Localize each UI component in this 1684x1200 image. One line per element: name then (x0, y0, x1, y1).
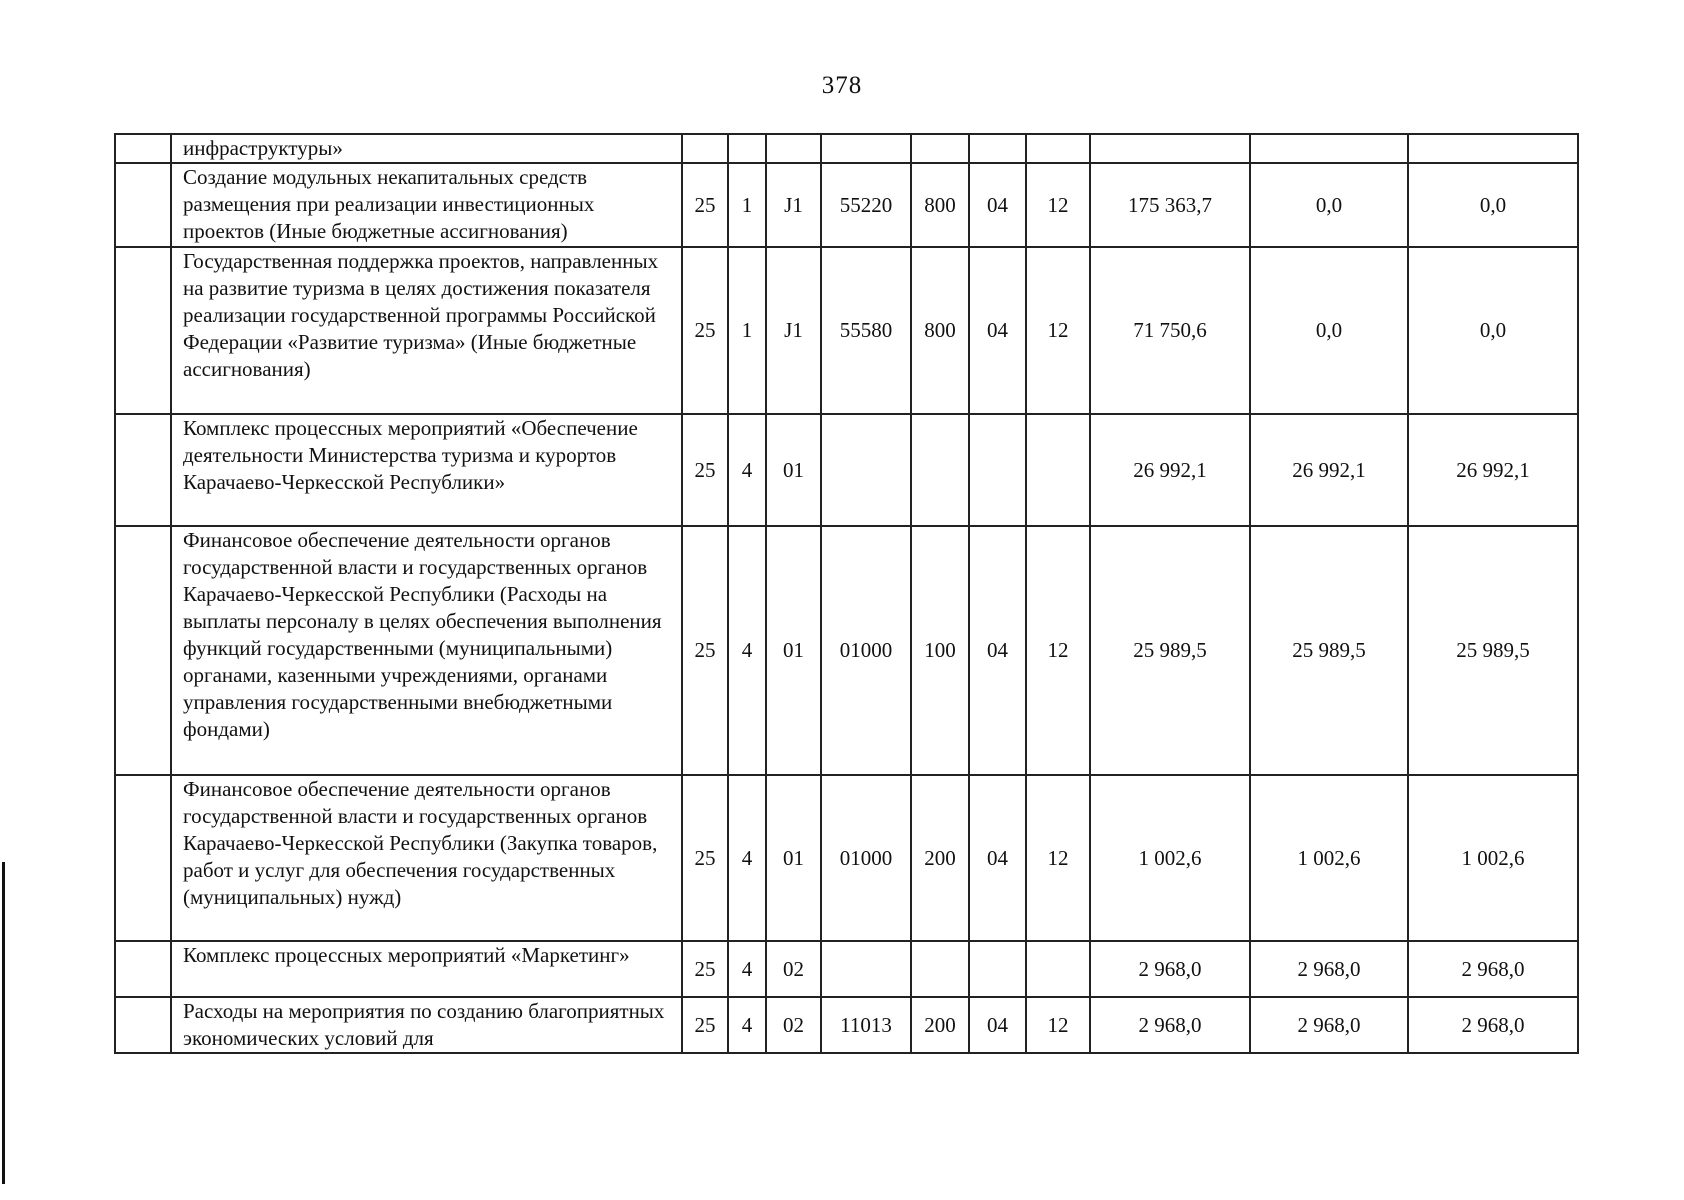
expense-type-code: 200 (911, 997, 969, 1053)
table-row (115, 163, 1578, 247)
subsection-code: 12 (1026, 163, 1090, 247)
amount-year-3: 0,0 (1408, 247, 1578, 414)
amount-year-3: 2 968,0 (1408, 941, 1578, 997)
expense-type-code: 800 (911, 163, 969, 247)
section-code (969, 134, 1026, 163)
amount-year-1: 2 968,0 (1090, 941, 1250, 997)
section-code: 04 (969, 526, 1026, 775)
subsection-code: 12 (1026, 997, 1090, 1053)
direction-code (821, 134, 911, 163)
section-code: 04 (969, 997, 1026, 1053)
table-row (115, 775, 1578, 941)
row-index-cell (115, 997, 171, 1053)
expense-type-code: 800 (911, 247, 969, 414)
table-row (115, 941, 1578, 997)
program-code: 25 (682, 163, 728, 247)
amount-year-2: 2 968,0 (1250, 997, 1408, 1053)
subprogram-code: 4 (728, 414, 766, 526)
item-name: Комплекс процессных мероприятий «Маркетинг» (171, 941, 682, 997)
program-code: 25 (682, 775, 728, 941)
activity-code (766, 134, 821, 163)
row-index-cell (115, 414, 171, 526)
amount-year-3: 0,0 (1408, 163, 1578, 247)
program-code: 25 (682, 247, 728, 414)
direction-code (821, 941, 911, 997)
amount-year-1: 2 968,0 (1090, 997, 1250, 1053)
row-index-cell (115, 247, 171, 414)
subprogram-code: 4 (728, 775, 766, 941)
program-code: 25 (682, 941, 728, 997)
direction-code: 01000 (821, 775, 911, 941)
activity-code: 01 (766, 526, 821, 775)
amount-year-3: 26 992,1 (1408, 414, 1578, 526)
section-code (969, 414, 1026, 526)
amount-year-1: 26 992,1 (1090, 414, 1250, 526)
amount-year-2: 0,0 (1250, 163, 1408, 247)
subprogram-code: 4 (728, 941, 766, 997)
expense-type-code (911, 941, 969, 997)
activity-code: 01 (766, 775, 821, 941)
item-name: Государственная поддержка проектов, направленных на развитие туризма в целях достижения показателя реализации государственной программы Российской Федерации «Развитие туризма» (Иные бюджетные ассигнования) (171, 247, 682, 414)
amount-year-3: 25 989,5 (1408, 526, 1578, 775)
subprogram-code: 4 (728, 526, 766, 775)
row-index-cell (115, 526, 171, 775)
section-code: 04 (969, 163, 1026, 247)
program-code (682, 134, 728, 163)
expense-type-code: 200 (911, 775, 969, 941)
expense-type-code: 100 (911, 526, 969, 775)
subprogram-code: 4 (728, 997, 766, 1053)
subsection-code (1026, 134, 1090, 163)
amount-year-3 (1408, 134, 1578, 163)
expense-type-code (911, 134, 969, 163)
subsection-code: 12 (1026, 775, 1090, 941)
item-name: Комплекс процессных мероприятий «Обеспечение деятельности Министерства туризма и курортов Карачаево-Черкесской Республики» (171, 414, 682, 526)
subsection-code: 12 (1026, 526, 1090, 775)
activity-code: 01 (766, 414, 821, 526)
direction-code: 01000 (821, 526, 911, 775)
subsection-code (1026, 414, 1090, 526)
activity-code: 02 (766, 941, 821, 997)
amount-year-1 (1090, 134, 1250, 163)
item-name: инфраструктуры» (171, 134, 682, 163)
amount-year-2: 26 992,1 (1250, 414, 1408, 526)
subsection-code (1026, 941, 1090, 997)
subprogram-code: 1 (728, 247, 766, 414)
item-name: Создание модульных некапитальных средств размещения при реализации инвестиционных проектов (Иные бюджетные ассигнования) (171, 163, 682, 247)
direction-code: 55580 (821, 247, 911, 414)
subprogram-code: 1 (728, 163, 766, 247)
page-number: 378 (821, 72, 863, 99)
direction-code (821, 414, 911, 526)
table-row (115, 526, 1578, 775)
amount-year-1: 1 002,6 (1090, 775, 1250, 941)
amount-year-3: 2 968,0 (1408, 997, 1578, 1053)
table-row (115, 997, 1578, 1053)
program-code: 25 (682, 997, 728, 1053)
row-index-cell (115, 134, 171, 163)
amount-year-2: 2 968,0 (1250, 941, 1408, 997)
item-name: Финансовое обеспечение деятельности органов государственной власти и государственных органов Карачаево-Черкесской Республики (Расходы на выплаты персоналу в целях обеспечения выполнения функций государственными (муниципальными) органами, казенными учреждениями, органами управления государственными внебюджетными фондами) (171, 526, 682, 775)
amount-year-3: 1 002,6 (1408, 775, 1578, 941)
amount-year-1: 175 363,7 (1090, 163, 1250, 247)
section-code: 04 (969, 775, 1026, 941)
section-code (969, 941, 1026, 997)
budget-table (114, 133, 1579, 1054)
subsection-code: 12 (1026, 247, 1090, 414)
table-row (115, 414, 1578, 526)
amount-year-2 (1250, 134, 1408, 163)
row-index-cell (115, 775, 171, 941)
direction-code: 55220 (821, 163, 911, 247)
table-row (115, 134, 1578, 163)
program-code: 25 (682, 526, 728, 775)
section-code: 04 (969, 247, 1026, 414)
expense-type-code (911, 414, 969, 526)
subprogram-code (728, 134, 766, 163)
amount-year-1: 25 989,5 (1090, 526, 1250, 775)
row-index-cell (115, 163, 171, 247)
program-code: 25 (682, 414, 728, 526)
amount-year-2: 1 002,6 (1250, 775, 1408, 941)
item-name: Расходы на мероприятия по созданию благоприятных экономических условий для (171, 997, 682, 1053)
item-name: Финансовое обеспечение деятельности органов государственной власти и государственных органов Карачаево-Черкесской Республики (Закупка товаров, работ и услуг для обеспечения государственных (муниципальных) нужд) (171, 775, 682, 941)
activity-code: J1 (766, 163, 821, 247)
activity-code: 02 (766, 997, 821, 1053)
scan-margin-line (2, 862, 5, 1184)
direction-code: 11013 (821, 997, 911, 1053)
activity-code: J1 (766, 247, 821, 414)
amount-year-1: 71 750,6 (1090, 247, 1250, 414)
table-row (115, 247, 1578, 414)
row-index-cell (115, 941, 171, 997)
amount-year-2: 25 989,5 (1250, 526, 1408, 775)
amount-year-2: 0,0 (1250, 247, 1408, 414)
